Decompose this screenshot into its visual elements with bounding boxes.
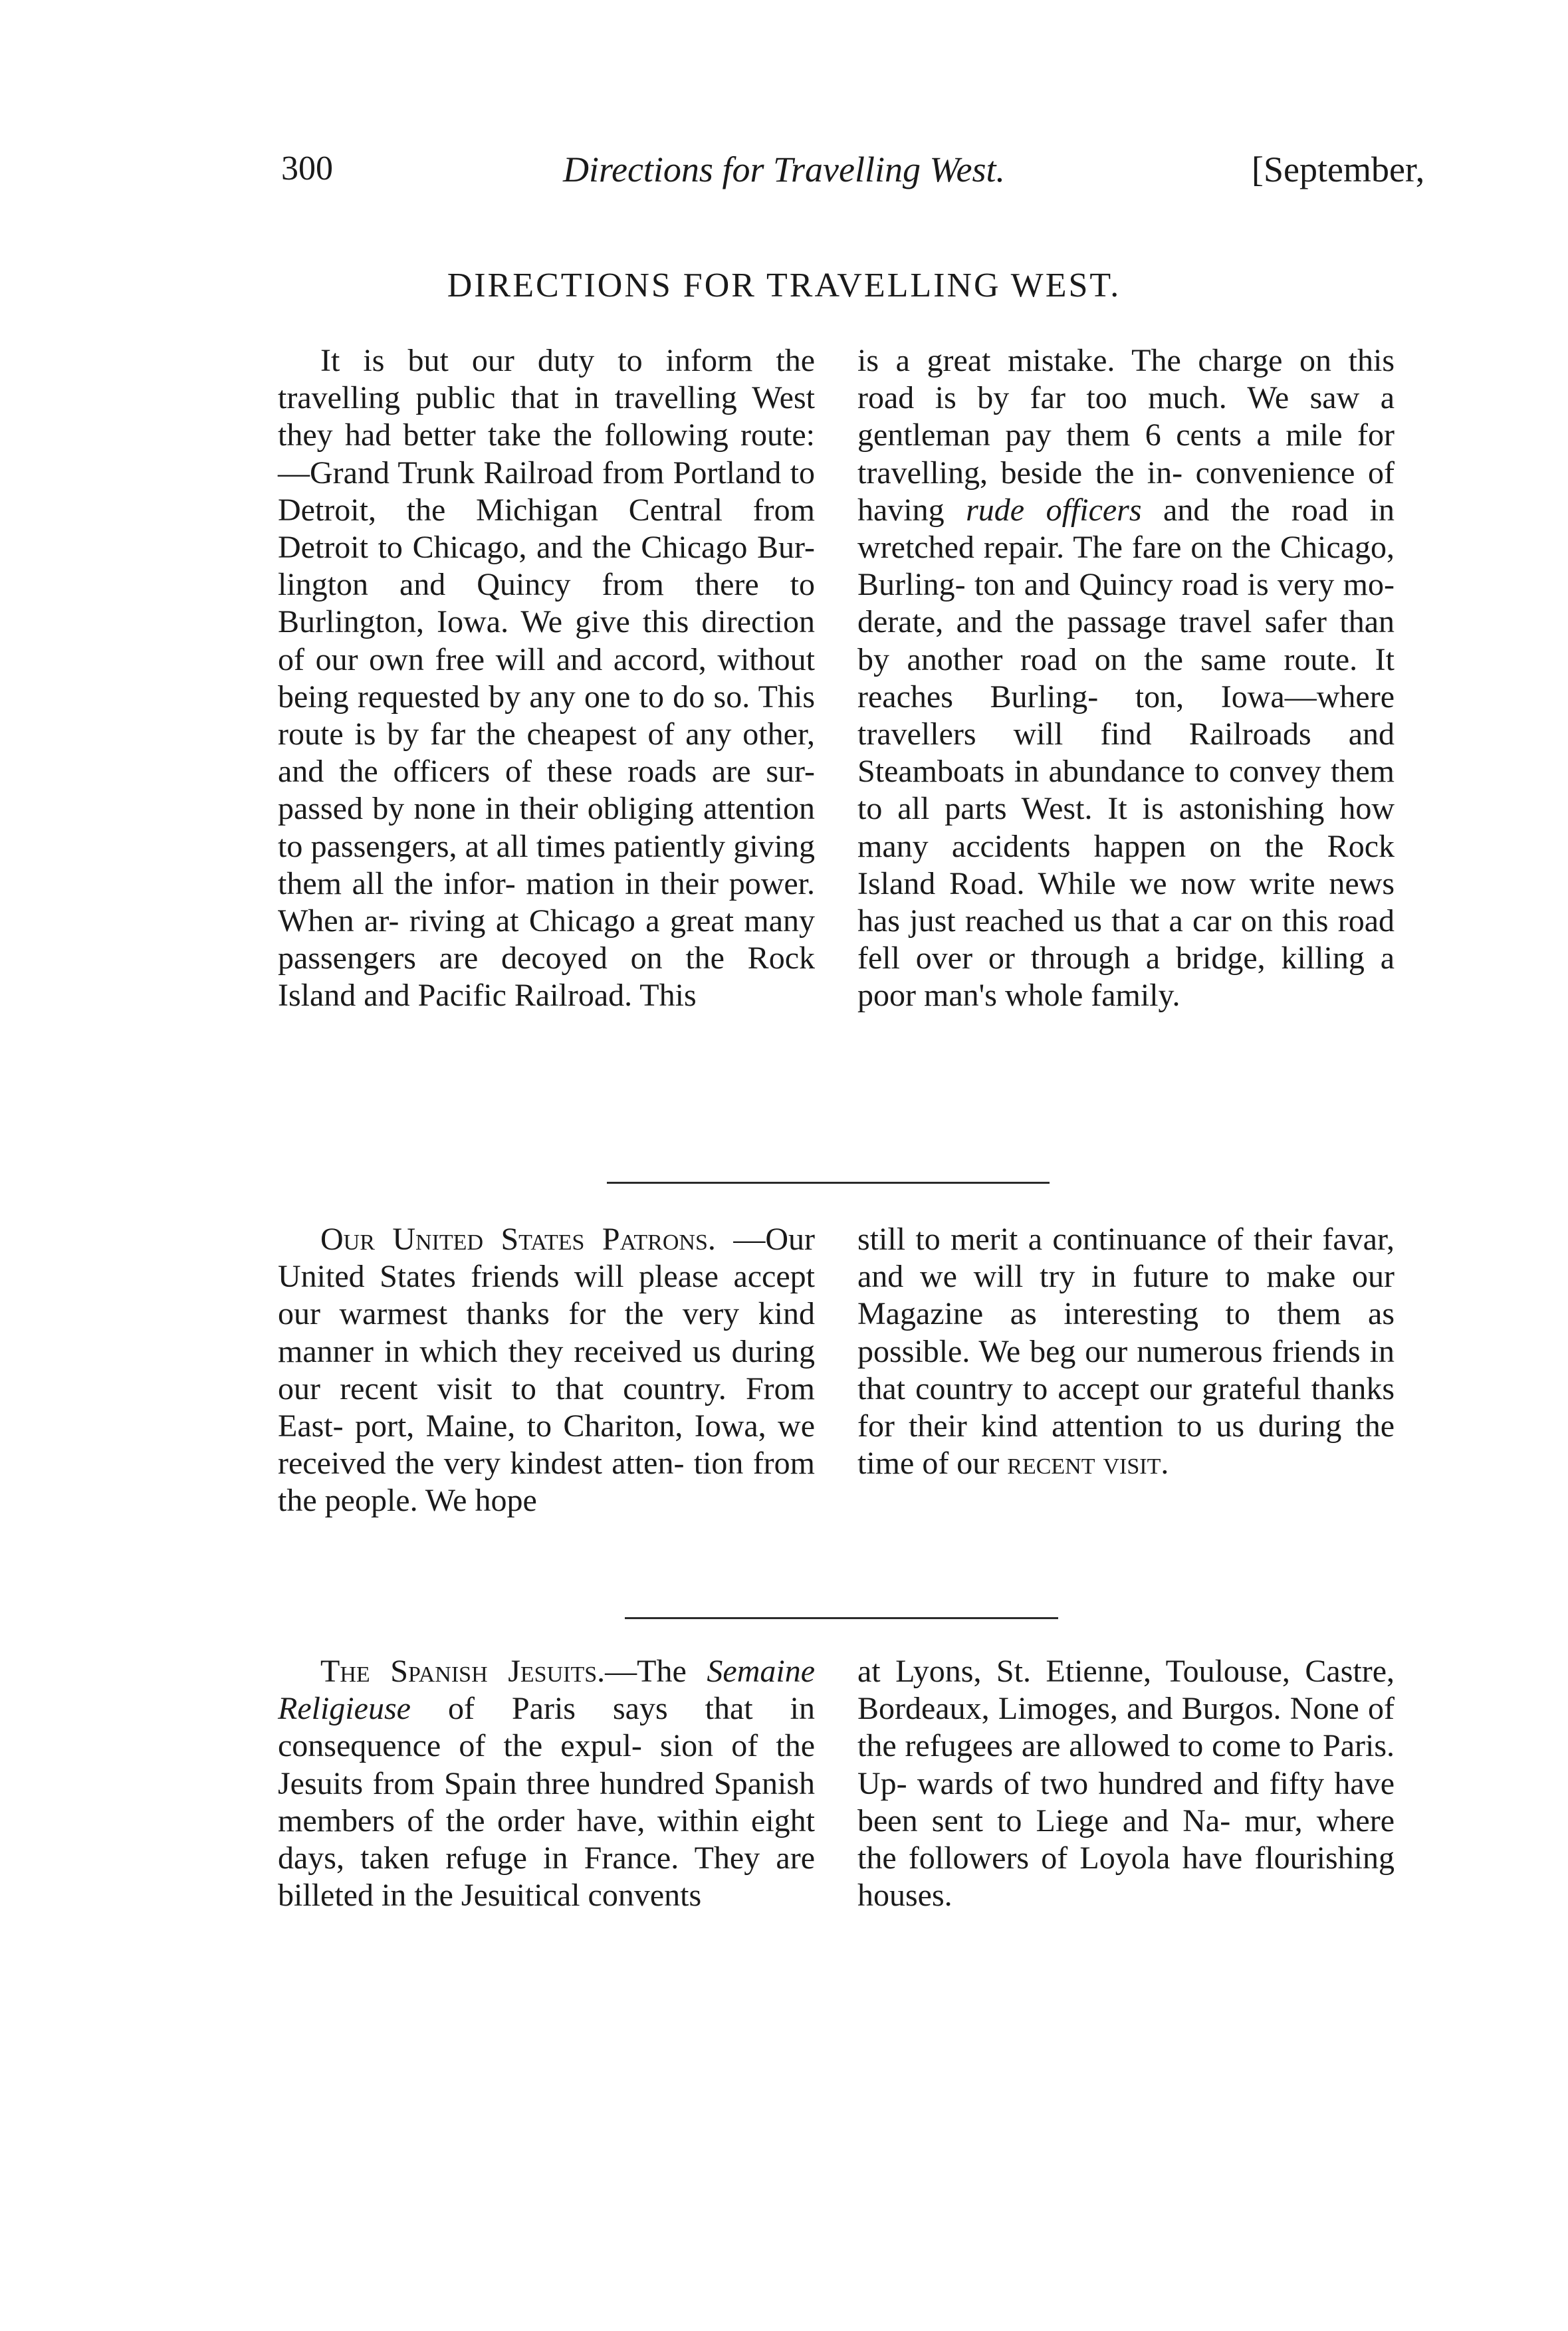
running-title: Directions for Travelling West. [562, 150, 1005, 189]
column-right [857, 1653, 1395, 1914]
text-run: —Our United States friends will please accept our warmest thanks for the very kind manner in which they received us during our recent visit to that country. From East- port, Maine, to Chariton, Iowa, we received the very kindest atten- tion from the people. We hope [278, 1222, 816, 1519]
emphasis-text: Semaine Religieuse [278, 1654, 815, 1727]
paragraph [857, 342, 1395, 1015]
column-left [278, 1653, 815, 1914]
page-header [0, 149, 1568, 209]
text-run: —The [605, 1654, 687, 1689]
article-directions [278, 342, 1395, 1015]
section-divider [607, 1182, 1050, 1184]
page-number: 300 [281, 150, 333, 187]
column-left [278, 342, 815, 1015]
article-title: DIRECTIONS FOR TRAVELLING WEST. [447, 267, 1121, 304]
paragraph: It is but our duty to inform the travelling public that in travelling West they had better take the following route:—Grand Trunk Railroad from Portland to Detroit, the Michigan Central from Detroit to Chicago, and the Chicago Bur- lington and Quincy from there to Burlington, Iowa. We give this direction of our own free will and accord, without being requested by any one to do so. This route is by far the cheapest of any other, and the officers of these roads are sur- passed by none in their obliging attention to passengers, at all times patiently giving them all the infor- mation in their power. When ar- riving at Chicago a great many passengers are decoyed on the Rock Island and Pacific Railroad. This [278, 343, 815, 1014]
section-heading: The Spanish Jesuits. [320, 1654, 606, 1689]
header-month: [September, [1252, 150, 1425, 189]
column-right [857, 1221, 1395, 1520]
paragraph [857, 1221, 1395, 1482]
section-heading: Our United States Patrons. [320, 1222, 716, 1257]
paragraph [278, 1221, 815, 1520]
column-left [278, 1221, 815, 1520]
emphasis-text: rude officers [966, 492, 1142, 528]
text-run: and the road in wretched repair. The fare on the Chicago, Burling- ton and Quincy road is very mo- derate, and the passage travel safer than by another road on the same route. It reaches Burling- ton, Iowa—where travellers will find Railroads and Steamboats in abundance to convey them to all parts West. It is astonishing how many accidents happen on the Rock Island Road. While we now write news has just reached us that a car on this road fell over or through a bridge, killing a poor man's whole family. [857, 492, 1395, 1014]
paragraph [278, 1653, 815, 1914]
article-spanish-jesuits [278, 1653, 1395, 1914]
article-us-patrons [278, 1221, 1395, 1520]
text-run: is a great mistake. The charge on this road is by far too much. We saw a gentleman pay them 6 cents a mile for travelling, beside the in- convenience of having [857, 343, 1395, 528]
column-right [857, 342, 1395, 1015]
paragraph: at Lyons, St. Etienne, Toulouse, Castre, Bordeaux, Limoges, and Burgos. None of the refugees are allowed to come to Paris. Up- wards of two hundred and fifty have been sent to Liege and Na- mur, where the followers of Loyola have flourishing houses. [857, 1654, 1395, 1914]
section-divider [625, 1617, 1058, 1619]
small-caps-text: recent visit. [1007, 1446, 1169, 1482]
text-run: of Paris says that in consequence of the expul- sion of the Jesuits from Spain three hundred Spanish members of the order have, within eight days, taken refuge in France. They are billeted in the Jesuitical convents [278, 1691, 816, 1914]
text-run: still to merit a continuance of their favar, and we will try in future to make our Magazine as interesting to them as possible. We beg our numerous friends in that country to accept our grateful thanks for their kind attention to us during the time of our [857, 1222, 1395, 1482]
